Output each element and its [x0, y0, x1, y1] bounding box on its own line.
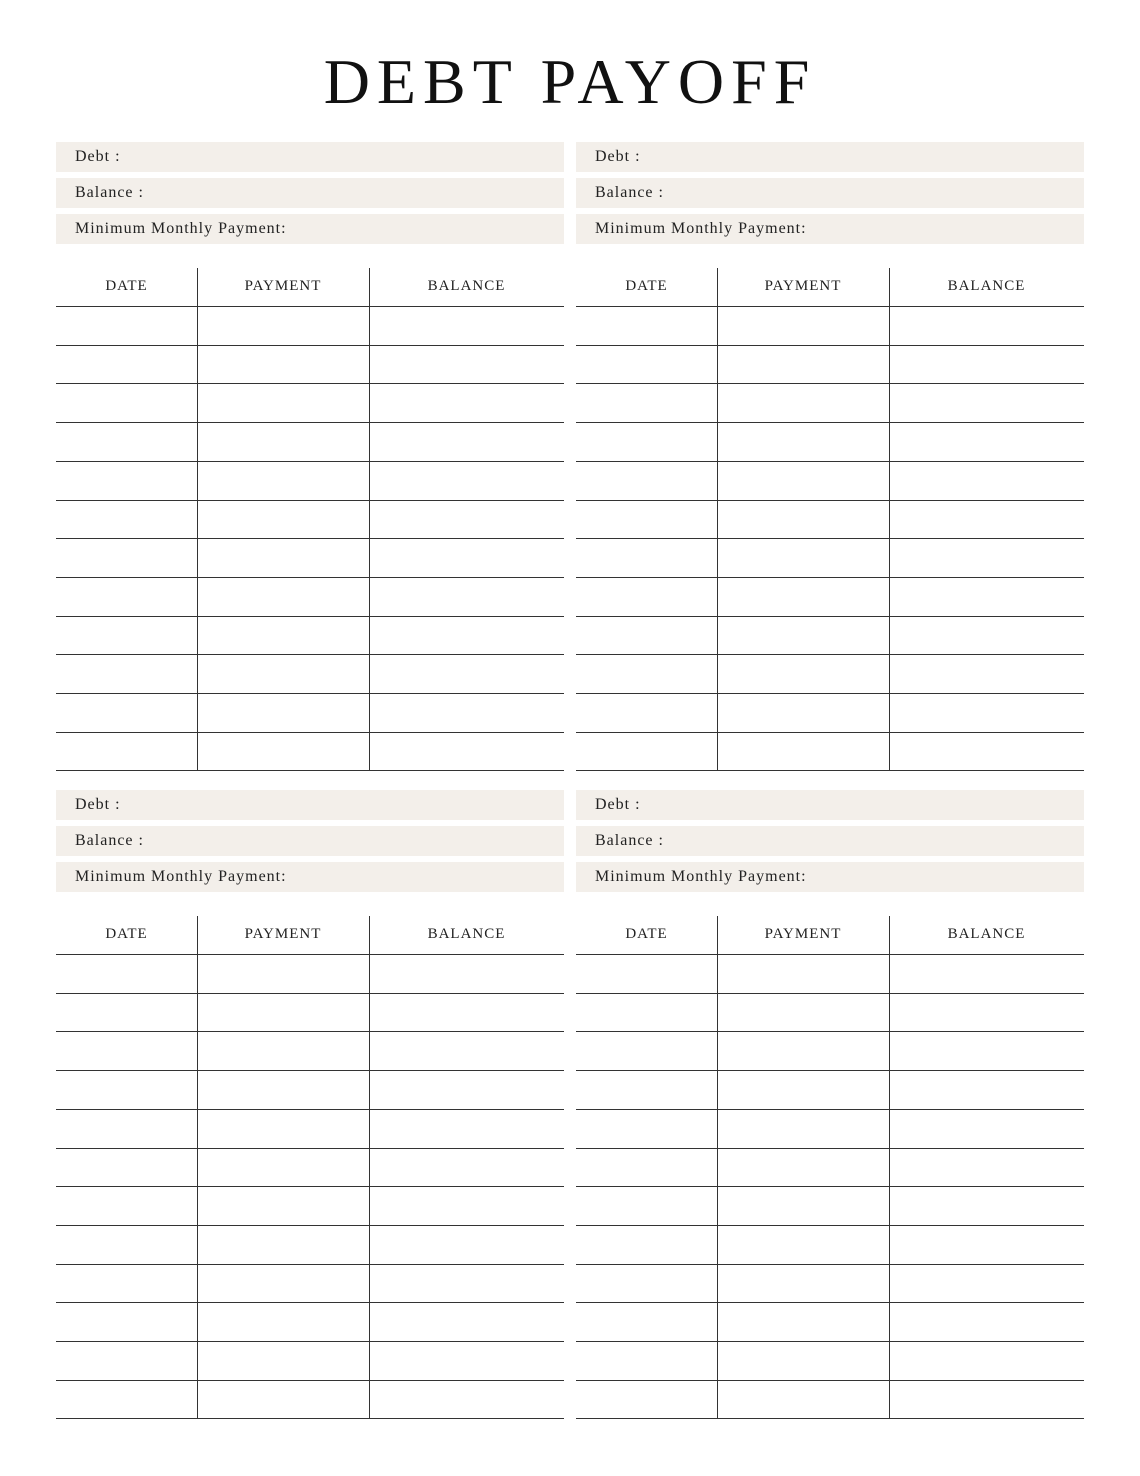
- ledger-cell-date[interactable]: [578, 656, 715, 691]
- ledger-cell-date[interactable]: [58, 695, 195, 730]
- row-rule: [576, 693, 1084, 694]
- ledger-cell-payment[interactable]: [199, 1266, 367, 1301]
- ledger-cell-balance[interactable]: [371, 1343, 562, 1378]
- ledger-cell-balance[interactable]: [891, 1150, 1082, 1185]
- ledger-cell-date[interactable]: [58, 540, 195, 575]
- row-rule: [56, 1070, 564, 1071]
- ledger-cell-balance[interactable]: [371, 695, 562, 730]
- ledger-cell-payment[interactable]: [719, 1304, 887, 1339]
- row-rule: [576, 345, 1084, 346]
- row-rule: [56, 306, 564, 307]
- ledger-cell-balance[interactable]: [891, 1072, 1082, 1107]
- ledger-cell-date[interactable]: [578, 1227, 715, 1262]
- ledger-cell-payment[interactable]: [199, 695, 367, 730]
- ledger-cell-date[interactable]: [578, 995, 715, 1030]
- ledger-cell-date[interactable]: [578, 540, 715, 575]
- row-rule: [576, 1302, 1084, 1303]
- ledger-cell-balance[interactable]: [371, 1033, 562, 1068]
- ledger-cell-date[interactable]: [578, 347, 715, 382]
- ledger-cell-payment[interactable]: [199, 1033, 367, 1068]
- row-rule: [56, 1380, 564, 1381]
- ledger-cell-balance[interactable]: [891, 424, 1082, 459]
- ledger-cell-balance[interactable]: [891, 385, 1082, 420]
- column-divider: [717, 268, 718, 770]
- ledger-cell-balance[interactable]: [891, 579, 1082, 614]
- ledger-cell-payment[interactable]: [199, 1111, 367, 1146]
- ledger-cell-date[interactable]: [58, 1033, 195, 1068]
- ledger-cell-payment[interactable]: [719, 1382, 887, 1417]
- minimum-payment-field-label: Minimum Monthly Payment:: [595, 220, 807, 237]
- minimum-payment-field-label: Minimum Monthly Payment:: [75, 220, 287, 237]
- ledger-cell-balance[interactable]: [891, 308, 1082, 343]
- column-header-payment: PAYMENT: [764, 278, 842, 294]
- ledger-cell-payment[interactable]: [199, 1227, 367, 1262]
- ledger-cell-balance[interactable]: [371, 502, 562, 537]
- ledger-cell-payment[interactable]: [719, 1033, 887, 1068]
- ledger-cell-payment[interactable]: [199, 1072, 367, 1107]
- column-header-payment: PAYMENT: [244, 926, 322, 942]
- minimum-payment-field[interactable]: [576, 214, 1084, 244]
- ledger-cell-date[interactable]: [58, 424, 195, 459]
- column-divider: [889, 916, 890, 1418]
- row-rule: [56, 1186, 564, 1187]
- ledger-cell-date[interactable]: [58, 956, 195, 991]
- column-header-balance: BALANCE: [947, 926, 1026, 942]
- debt-tracker: [576, 142, 1084, 772]
- row-rule: [56, 345, 564, 346]
- debt-tracker: [56, 790, 564, 1420]
- minimum-payment-field-label: Minimum Monthly Payment:: [75, 868, 287, 885]
- debt-field[interactable]: [56, 142, 564, 172]
- payment-ledger: [576, 916, 1084, 1418]
- ledger-cell-balance[interactable]: [371, 424, 562, 459]
- ledger-cell-payment[interactable]: [719, 385, 887, 420]
- ledger-cell-payment[interactable]: [719, 347, 887, 382]
- row-rule: [56, 383, 564, 384]
- ledger-cell-balance[interactable]: [891, 1382, 1082, 1417]
- row-rule: [576, 770, 1084, 771]
- row-rule: [56, 1264, 564, 1265]
- balance-field-label: Balance :: [75, 832, 144, 849]
- row-rule: [576, 1418, 1084, 1419]
- row-rule: [576, 577, 1084, 578]
- ledger-cell-balance[interactable]: [371, 540, 562, 575]
- ledger-cell-date[interactable]: [58, 1343, 195, 1378]
- ledger-cell-payment[interactable]: [199, 502, 367, 537]
- ledger-cell-date[interactable]: [58, 734, 195, 769]
- ledger-cell-balance[interactable]: [891, 1111, 1082, 1146]
- ledger-cell-balance[interactable]: [891, 1304, 1082, 1339]
- row-rule: [56, 770, 564, 771]
- balance-field-label: Balance :: [595, 184, 664, 201]
- ledger-cell-payment[interactable]: [719, 618, 887, 653]
- ledger-cell-balance[interactable]: [891, 463, 1082, 498]
- debt-field-label: Debt :: [75, 796, 121, 813]
- ledger-cell-payment[interactable]: [719, 1150, 887, 1185]
- ledger-cell-payment[interactable]: [199, 424, 367, 459]
- row-rule: [56, 732, 564, 733]
- ledger-cell-date[interactable]: [58, 463, 195, 498]
- column-header-balance: BALANCE: [427, 926, 506, 942]
- ledger-cell-balance[interactable]: [371, 656, 562, 691]
- ledger-cell-date[interactable]: [58, 1188, 195, 1223]
- ledger-cell-payment[interactable]: [719, 579, 887, 614]
- row-rule: [576, 538, 1084, 539]
- page-title: DEBT PAYOFF: [323, 46, 817, 117]
- row-rule: [576, 1225, 1084, 1226]
- ledger-cell-balance[interactable]: [371, 1266, 562, 1301]
- row-rule: [576, 306, 1084, 307]
- column-header-payment: PAYMENT: [764, 926, 842, 942]
- ledger-cell-date[interactable]: [58, 656, 195, 691]
- ledger-cell-date[interactable]: [578, 424, 715, 459]
- ledger-cell-date[interactable]: [58, 1111, 195, 1146]
- row-rule: [576, 1380, 1084, 1381]
- ledger-cell-date[interactable]: [578, 1072, 715, 1107]
- row-rule: [56, 1302, 564, 1303]
- debt-field-label: Debt :: [595, 148, 641, 165]
- debt-field[interactable]: [576, 790, 1084, 820]
- ledger-cell-balance[interactable]: [371, 1188, 562, 1223]
- row-rule: [56, 538, 564, 539]
- row-rule: [56, 1148, 564, 1149]
- balance-field[interactable]: [56, 178, 564, 208]
- ledger-cell-payment[interactable]: [719, 1072, 887, 1107]
- ledger-cell-balance[interactable]: [891, 995, 1082, 1030]
- row-rule: [56, 1225, 564, 1226]
- ledger-cell-date[interactable]: [578, 695, 715, 730]
- ledger-cell-balance[interactable]: [891, 1188, 1082, 1223]
- ledger-cell-balance[interactable]: [891, 1033, 1082, 1068]
- balance-field[interactable]: [576, 826, 1084, 856]
- ledger-cell-payment[interactable]: [719, 463, 887, 498]
- ledger-cell-payment[interactable]: [199, 1150, 367, 1185]
- ledger-cell-date[interactable]: [58, 1150, 195, 1185]
- row-rule: [576, 616, 1084, 617]
- ledger-cell-date[interactable]: [58, 502, 195, 537]
- ledger-cell-date[interactable]: [578, 956, 715, 991]
- row-rule: [576, 1070, 1084, 1071]
- payment-ledger: [56, 916, 564, 1418]
- column-divider: [197, 916, 198, 1418]
- row-rule: [576, 1341, 1084, 1342]
- ledger-cell-balance[interactable]: [371, 956, 562, 991]
- row-rule: [576, 732, 1084, 733]
- ledger-cell-balance[interactable]: [371, 308, 562, 343]
- ledger-cell-date[interactable]: [58, 579, 195, 614]
- ledger-cell-payment[interactable]: [719, 1111, 887, 1146]
- ledger-cell-balance[interactable]: [891, 956, 1082, 991]
- column-header-balance: BALANCE: [427, 278, 506, 294]
- payment-ledger: [576, 268, 1084, 770]
- ledger-cell-payment[interactable]: [719, 1343, 887, 1378]
- ledger-cell-balance[interactable]: [371, 1111, 562, 1146]
- column-header-date: DATE: [105, 278, 148, 294]
- row-rule: [576, 461, 1084, 462]
- ledger-cell-payment[interactable]: [719, 656, 887, 691]
- row-rule: [56, 500, 564, 501]
- ledger-cell-payment[interactable]: [199, 956, 367, 991]
- row-rule: [56, 461, 564, 462]
- ledger-cell-payment[interactable]: [719, 502, 887, 537]
- ledger-cell-payment[interactable]: [719, 1266, 887, 1301]
- ledger-cell-payment[interactable]: [199, 1188, 367, 1223]
- row-rule: [56, 693, 564, 694]
- ledger-cell-balance[interactable]: [371, 1382, 562, 1417]
- ledger-cell-payment[interactable]: [199, 1343, 367, 1378]
- ledger-cell-date[interactable]: [578, 1033, 715, 1068]
- ledger-cell-balance[interactable]: [371, 995, 562, 1030]
- ledger-cell-date[interactable]: [578, 1304, 715, 1339]
- ledger-cell-payment[interactable]: [719, 956, 887, 991]
- ledger-cell-balance[interactable]: [891, 656, 1082, 691]
- ledger-cell-date[interactable]: [58, 1304, 195, 1339]
- ledger-cell-date[interactable]: [58, 308, 195, 343]
- ledger-cell-payment[interactable]: [199, 1304, 367, 1339]
- ledger-cell-payment[interactable]: [199, 734, 367, 769]
- ledger-cell-balance[interactable]: [891, 540, 1082, 575]
- ledger-cell-date[interactable]: [578, 618, 715, 653]
- ledger-cell-date[interactable]: [578, 1150, 715, 1185]
- ledger-cell-balance[interactable]: [371, 1227, 562, 1262]
- balance-field-label: Balance :: [595, 832, 664, 849]
- ledger-cell-date[interactable]: [578, 463, 715, 498]
- row-rule: [576, 1109, 1084, 1110]
- ledger-cell-balance[interactable]: [891, 1227, 1082, 1262]
- ledger-cell-balance[interactable]: [891, 1343, 1082, 1378]
- ledger-cell-date[interactable]: [578, 502, 715, 537]
- ledger-cell-date[interactable]: [58, 1227, 195, 1262]
- minimum-payment-field-label: Minimum Monthly Payment:: [595, 868, 807, 885]
- row-rule: [576, 1148, 1084, 1149]
- ledger-cell-balance[interactable]: [891, 695, 1082, 730]
- ledger-cell-payment[interactable]: [199, 463, 367, 498]
- row-rule: [56, 1418, 564, 1419]
- ledger-cell-balance[interactable]: [371, 734, 562, 769]
- ledger-cell-payment[interactable]: [719, 540, 887, 575]
- ledger-cell-balance[interactable]: [371, 1304, 562, 1339]
- ledger-cell-date[interactable]: [578, 308, 715, 343]
- ledger-cell-payment[interactable]: [719, 1188, 887, 1223]
- ledger-cell-payment[interactable]: [719, 1227, 887, 1262]
- debt-field[interactable]: [56, 790, 564, 820]
- row-rule: [576, 1031, 1084, 1032]
- ledger-cell-payment[interactable]: [199, 308, 367, 343]
- ledger-cell-payment[interactable]: [199, 618, 367, 653]
- ledger-cell-payment[interactable]: [199, 656, 367, 691]
- row-rule: [56, 1031, 564, 1032]
- payment-ledger: [56, 268, 564, 770]
- row-rule: [576, 654, 1084, 655]
- ledger-cell-balance[interactable]: [371, 1150, 562, 1185]
- column-divider: [197, 268, 198, 770]
- row-rule: [576, 993, 1084, 994]
- ledger-cell-date[interactable]: [578, 1382, 715, 1417]
- balance-field[interactable]: [576, 178, 1084, 208]
- debt-field-label: Debt :: [75, 148, 121, 165]
- ledger-cell-payment[interactable]: [199, 540, 367, 575]
- ledger-cell-payment[interactable]: [719, 734, 887, 769]
- column-header-date: DATE: [625, 278, 668, 294]
- ledger-cell-date[interactable]: [578, 1188, 715, 1223]
- row-rule: [576, 422, 1084, 423]
- ledger-cell-balance[interactable]: [371, 1072, 562, 1107]
- ledger-cell-payment[interactable]: [199, 347, 367, 382]
- ledger-cell-balance[interactable]: [891, 1266, 1082, 1301]
- row-rule: [576, 1264, 1084, 1265]
- row-rule: [56, 1341, 564, 1342]
- ledger-cell-balance[interactable]: [891, 502, 1082, 537]
- ledger-cell-date[interactable]: [578, 579, 715, 614]
- ledger-cell-date[interactable]: [58, 995, 195, 1030]
- row-rule: [56, 1109, 564, 1110]
- debt-field[interactable]: [576, 142, 1084, 172]
- minimum-payment-field[interactable]: [56, 214, 564, 244]
- ledger-cell-balance[interactable]: [371, 618, 562, 653]
- ledger-cell-date[interactable]: [58, 347, 195, 382]
- column-divider: [717, 916, 718, 1418]
- row-rule: [56, 954, 564, 955]
- column-header-date: DATE: [625, 926, 668, 942]
- row-rule: [576, 1186, 1084, 1187]
- ledger-cell-date[interactable]: [58, 1072, 195, 1107]
- column-divider: [369, 268, 370, 770]
- ledger-cell-payment[interactable]: [719, 424, 887, 459]
- column-divider: [889, 268, 890, 770]
- ledger-cell-balance[interactable]: [891, 618, 1082, 653]
- ledger-cell-date[interactable]: [58, 618, 195, 653]
- ledger-cell-payment[interactable]: [719, 308, 887, 343]
- debt-tracker: [576, 790, 1084, 1420]
- ledger-cell-date[interactable]: [578, 385, 715, 420]
- ledger-cell-balance[interactable]: [371, 347, 562, 382]
- column-header-balance: BALANCE: [947, 278, 1026, 294]
- row-rule: [56, 993, 564, 994]
- ledger-cell-payment[interactable]: [199, 995, 367, 1030]
- ledger-cell-payment[interactable]: [199, 1382, 367, 1417]
- ledger-cell-date[interactable]: [58, 1382, 195, 1417]
- ledger-cell-date[interactable]: [578, 1266, 715, 1301]
- balance-field[interactable]: [56, 826, 564, 856]
- debt-tracker: [56, 142, 564, 772]
- column-divider: [369, 916, 370, 1418]
- ledger-cell-balance[interactable]: [371, 579, 562, 614]
- ledger-cell-payment[interactable]: [199, 579, 367, 614]
- ledger-cell-date[interactable]: [58, 1266, 195, 1301]
- debt-field-label: Debt :: [595, 796, 641, 813]
- ledger-cell-date[interactable]: [578, 1343, 715, 1378]
- balance-field-label: Balance :: [75, 184, 144, 201]
- ledger-cell-date[interactable]: [578, 734, 715, 769]
- row-rule: [56, 577, 564, 578]
- row-rule: [56, 616, 564, 617]
- row-rule: [56, 654, 564, 655]
- minimum-payment-field[interactable]: [576, 862, 1084, 892]
- column-header-date: DATE: [105, 926, 148, 942]
- minimum-payment-field[interactable]: [56, 862, 564, 892]
- ledger-cell-payment[interactable]: [719, 995, 887, 1030]
- column-header-payment: PAYMENT: [244, 278, 322, 294]
- ledger-cell-balance[interactable]: [891, 734, 1082, 769]
- row-rule: [576, 954, 1084, 955]
- ledger-cell-balance[interactable]: [891, 347, 1082, 382]
- row-rule: [576, 383, 1084, 384]
- ledger-cell-balance[interactable]: [371, 463, 562, 498]
- ledger-cell-date[interactable]: [58, 385, 195, 420]
- ledger-cell-balance[interactable]: [371, 385, 562, 420]
- ledger-cell-payment[interactable]: [199, 385, 367, 420]
- ledger-cell-date[interactable]: [578, 1111, 715, 1146]
- row-rule: [576, 500, 1084, 501]
- ledger-cell-payment[interactable]: [719, 695, 887, 730]
- row-rule: [56, 422, 564, 423]
